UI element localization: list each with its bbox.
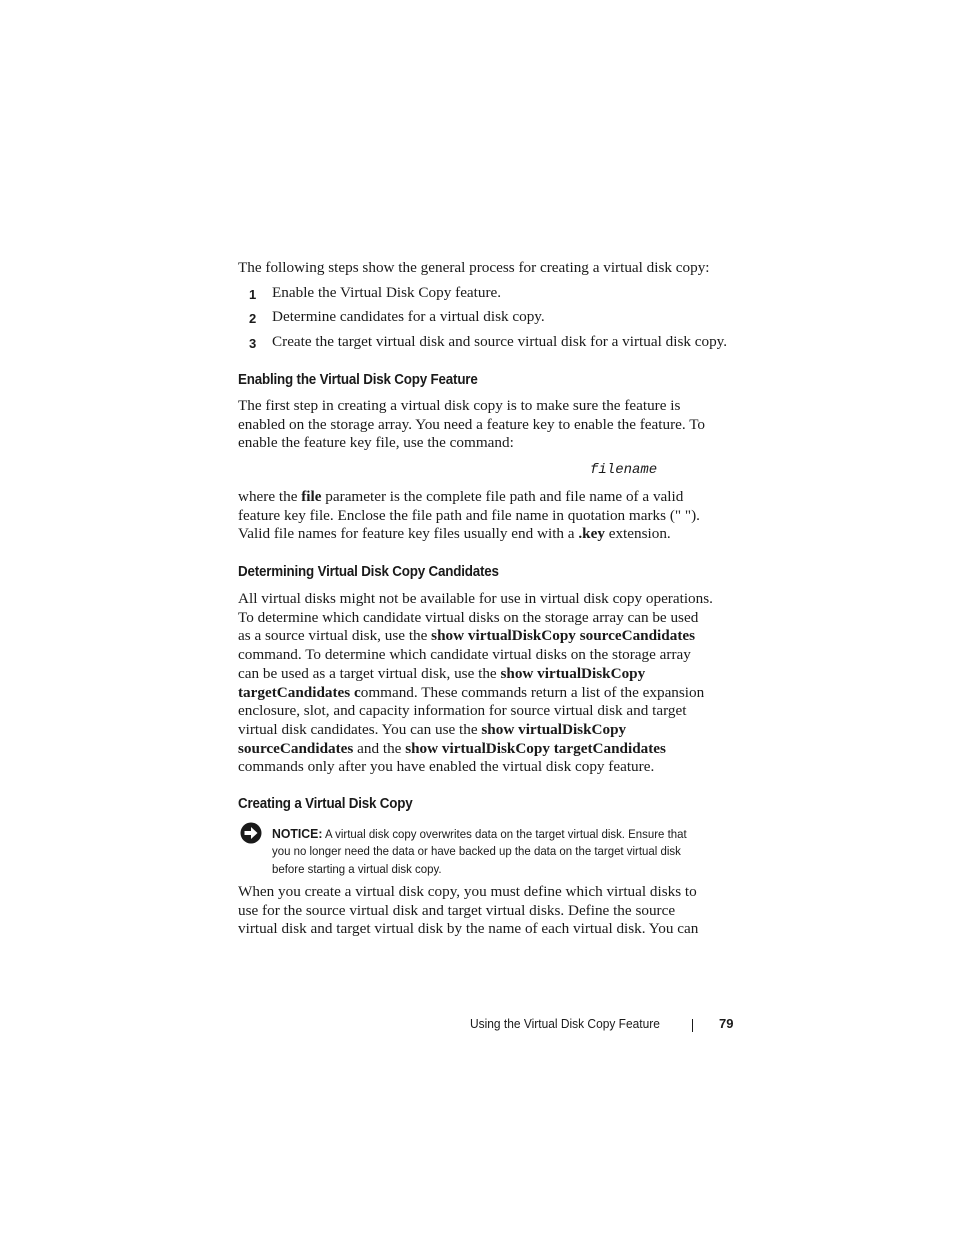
command-argument: filename <box>590 462 658 478</box>
paragraph-line: The first step in creating a virtual disk copy is to make sure the feature is <box>238 397 681 414</box>
step-number: 3 <box>249 336 257 351</box>
key-extension: .key <box>578 525 605 543</box>
intro-paragraph: The following steps show the general process for creating a virtual disk copy: <box>238 259 710 276</box>
paragraph-line: where the file parameter is the complete file path and file name of a valid <box>238 488 684 505</box>
command-name: show virtualDiskCopy sourceCandidates <box>431 627 696 645</box>
section-heading-creating: Creating a Virtual Disk Copy <box>238 796 413 812</box>
file-parameter: file <box>301 488 322 505</box>
command-name: show virtualDiskCopy targetCandidates <box>405 739 666 757</box>
paragraph-line: enclosure, slot, and capacity information for source virtual disk and target <box>238 702 687 720</box>
paragraph-line: enabled on the storage array. You need a feature key to enable the feature. To <box>238 415 706 433</box>
paragraph-line: virtual disk and target virtual disk by the name of each virtual disk. You can <box>238 920 699 938</box>
paragraph-line: command. To determine which candidate virtual disks on the storage array <box>238 646 691 664</box>
paragraph-line: sourceCandidates and the show virtualDiskCopy targetCandidates <box>238 739 666 757</box>
paragraph-line: targetCandidates command. These commands return a list of the expansion <box>238 683 705 701</box>
command-name: show virtualDiskCopy <box>500 664 646 682</box>
paragraph-line: virtual disk candidates. You can use the show virtualDiskCopy <box>238 720 627 738</box>
page-number: 79 <box>719 1016 734 1031</box>
paragraph-line: Valid file names for feature key files usually end with a .key extension. <box>238 525 671 543</box>
paragraph-line: as a source virtual disk, use the show virtualDiskCopy sourceCandidates <box>238 627 696 645</box>
section-heading-enabling: Enabling the Virtual Disk Copy Feature <box>238 372 478 388</box>
step-text: Determine candidates for a virtual disk copy. <box>272 308 545 325</box>
notice-line: before starting a virtual disk copy. <box>272 861 442 876</box>
notice-block <box>272 825 687 878</box>
section1-paragraph-2 <box>238 488 738 544</box>
notice-label: NOTICE: <box>272 826 323 841</box>
command-name: sourceCandidates <box>238 739 354 757</box>
footer-title: Using the Virtual Disk Copy Feature <box>470 1016 660 1031</box>
section3-paragraph <box>238 883 738 939</box>
paragraph-line: When you create a virtual disk copy, you must define which virtual disks to <box>238 883 697 900</box>
paragraph-line: To determine which candidate virtual disks on the storage array can be used <box>238 608 699 626</box>
step-text: Enable the Virtual Disk Copy feature. <box>272 284 502 301</box>
section1-paragraph <box>238 397 738 453</box>
command-name: show virtualDiskCopy <box>481 720 627 738</box>
paragraph-line: commands only after you have enabled the virtual disk copy feature. <box>238 758 655 776</box>
paragraph-line: use for the source virtual disk and target virtual disks. Define the source <box>238 901 676 919</box>
paragraph-line: feature key file. Enclose the file path and file name in quotation marks (" "). <box>238 506 700 524</box>
notice-line: NOTICE: A virtual disk copy overwrites data on the target virtual disk. Ensure that <box>272 826 687 841</box>
notice-arrow-icon <box>240 822 262 844</box>
footer-separator <box>692 1019 693 1032</box>
notice-line: you no longer need the data or have backed up the data on the target virtual disk <box>272 844 681 859</box>
step-number: 1 <box>249 287 257 302</box>
step-text: Create the target virtual disk and source virtual disk for a virtual disk copy. <box>272 333 728 350</box>
command-name: targetCandidates c <box>238 683 361 701</box>
paragraph-line: All virtual disks might not be available for use in virtual disk copy operations. <box>238 590 713 607</box>
section2-paragraph <box>238 590 738 777</box>
section-heading-determining: Determining Virtual Disk Copy Candidates <box>238 564 499 580</box>
step-number: 2 <box>249 311 257 326</box>
paragraph-line: can be used as a target virtual disk, use the show virtualDiskCopy <box>238 664 646 682</box>
paragraph-line: enable the feature key file, use the command: <box>238 434 514 452</box>
